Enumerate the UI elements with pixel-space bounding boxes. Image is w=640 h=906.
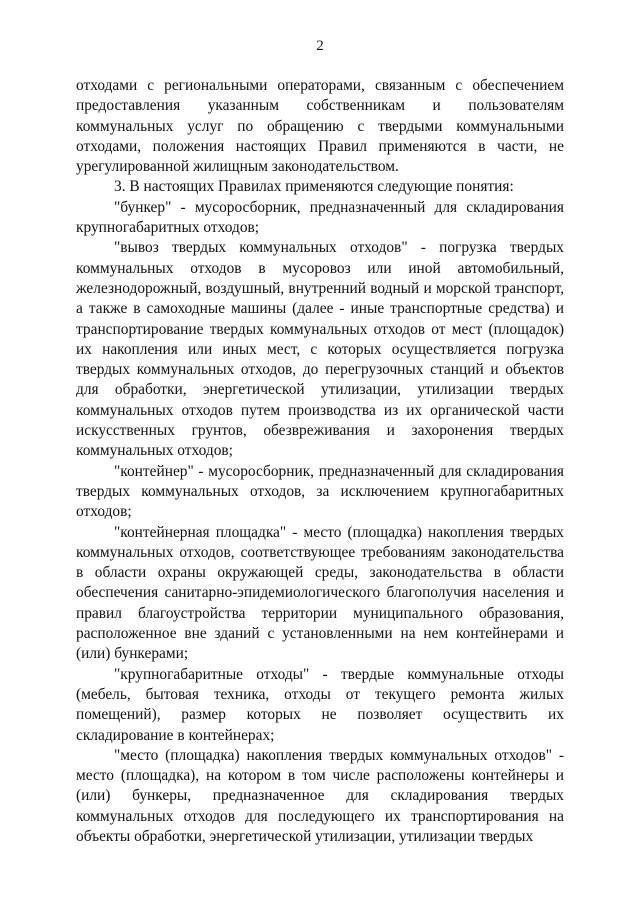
- page-number: 2: [316, 38, 324, 54]
- definition-container: "контейнер" - мусоросборник, предназначенный для складирования твердых коммунальных отходов, за исключением крупногабаритных отходов;: [76, 462, 564, 521]
- definition-bulky-waste: "крупногабаритные отходы" - твердые коммунальные отходы (мебель, бытовая техника, отходы от текущего ремонта жилых помещений), размер которых не позволяет осуществить их складирование в контейнерах;: [76, 665, 564, 744]
- definition-accumulation-site: "место (площадка) накопления твердых коммунальных отходов" - место (площадка), на котором в том числе расположены контейнеры и (или) бункеры, предназначенное для складирования твердых коммунальных отходов для последующего их транспортирования на объекты обработки, энергетической утилизации, утилизации твердых: [76, 746, 564, 845]
- definition-container-site: "контейнерная площадка" - место (площадка) накопления твердых коммунальных отходов, соответствующее требованиям законодательства в области охраны окружающей среды, законодательства в области обеспечения санитарно-эпидемиологического благополучия населения и правил благоустройства территории муниципального образования, расположенное вне зданий с установленными на нем контейнерами и (или) бункерами;: [76, 523, 564, 663]
- definition-waste-removal: "вывоз твердых коммунальных отходов" - погрузка твердых коммунальных отходов в мусоровоз или иной автомобильный, железнодорожный, воздушный, внутренний водный и морской транспорт, а также в самоходные машины (далее - иные транспортные средства) и транспортирование твердых коммунальных отходов от мест (площадок) их накопления или иных мест, с которых осуществляется погрузка твердых коммунальных отходов, до перегрузочных станций и объектов для обработки, энергетической утилизации, утилизации твердых коммунальных отходов путем производства из их органической части искусственных грунтов, обезвреживания и захоронения твердых коммунальных отходов;: [76, 239, 564, 460]
- definition-bunker: "бункер" - мусоросборник, предназначенный для складирования крупногабаритных отходов;: [76, 198, 564, 237]
- paragraph-section-3-intro: 3. В настоящих Правилах применяются следующие понятия:: [114, 178, 514, 196]
- paragraph-continuation: отходами с региональными операторами, связанным с обеспечением предоставления указанным собственникам и пользователям коммунальных услуг по обращению с твердыми коммунальными отходами, положения настоящих Правил применяются в части, не урегулированной жилищным законодательством.: [76, 77, 564, 176]
- document-body: [76, 76, 564, 847]
